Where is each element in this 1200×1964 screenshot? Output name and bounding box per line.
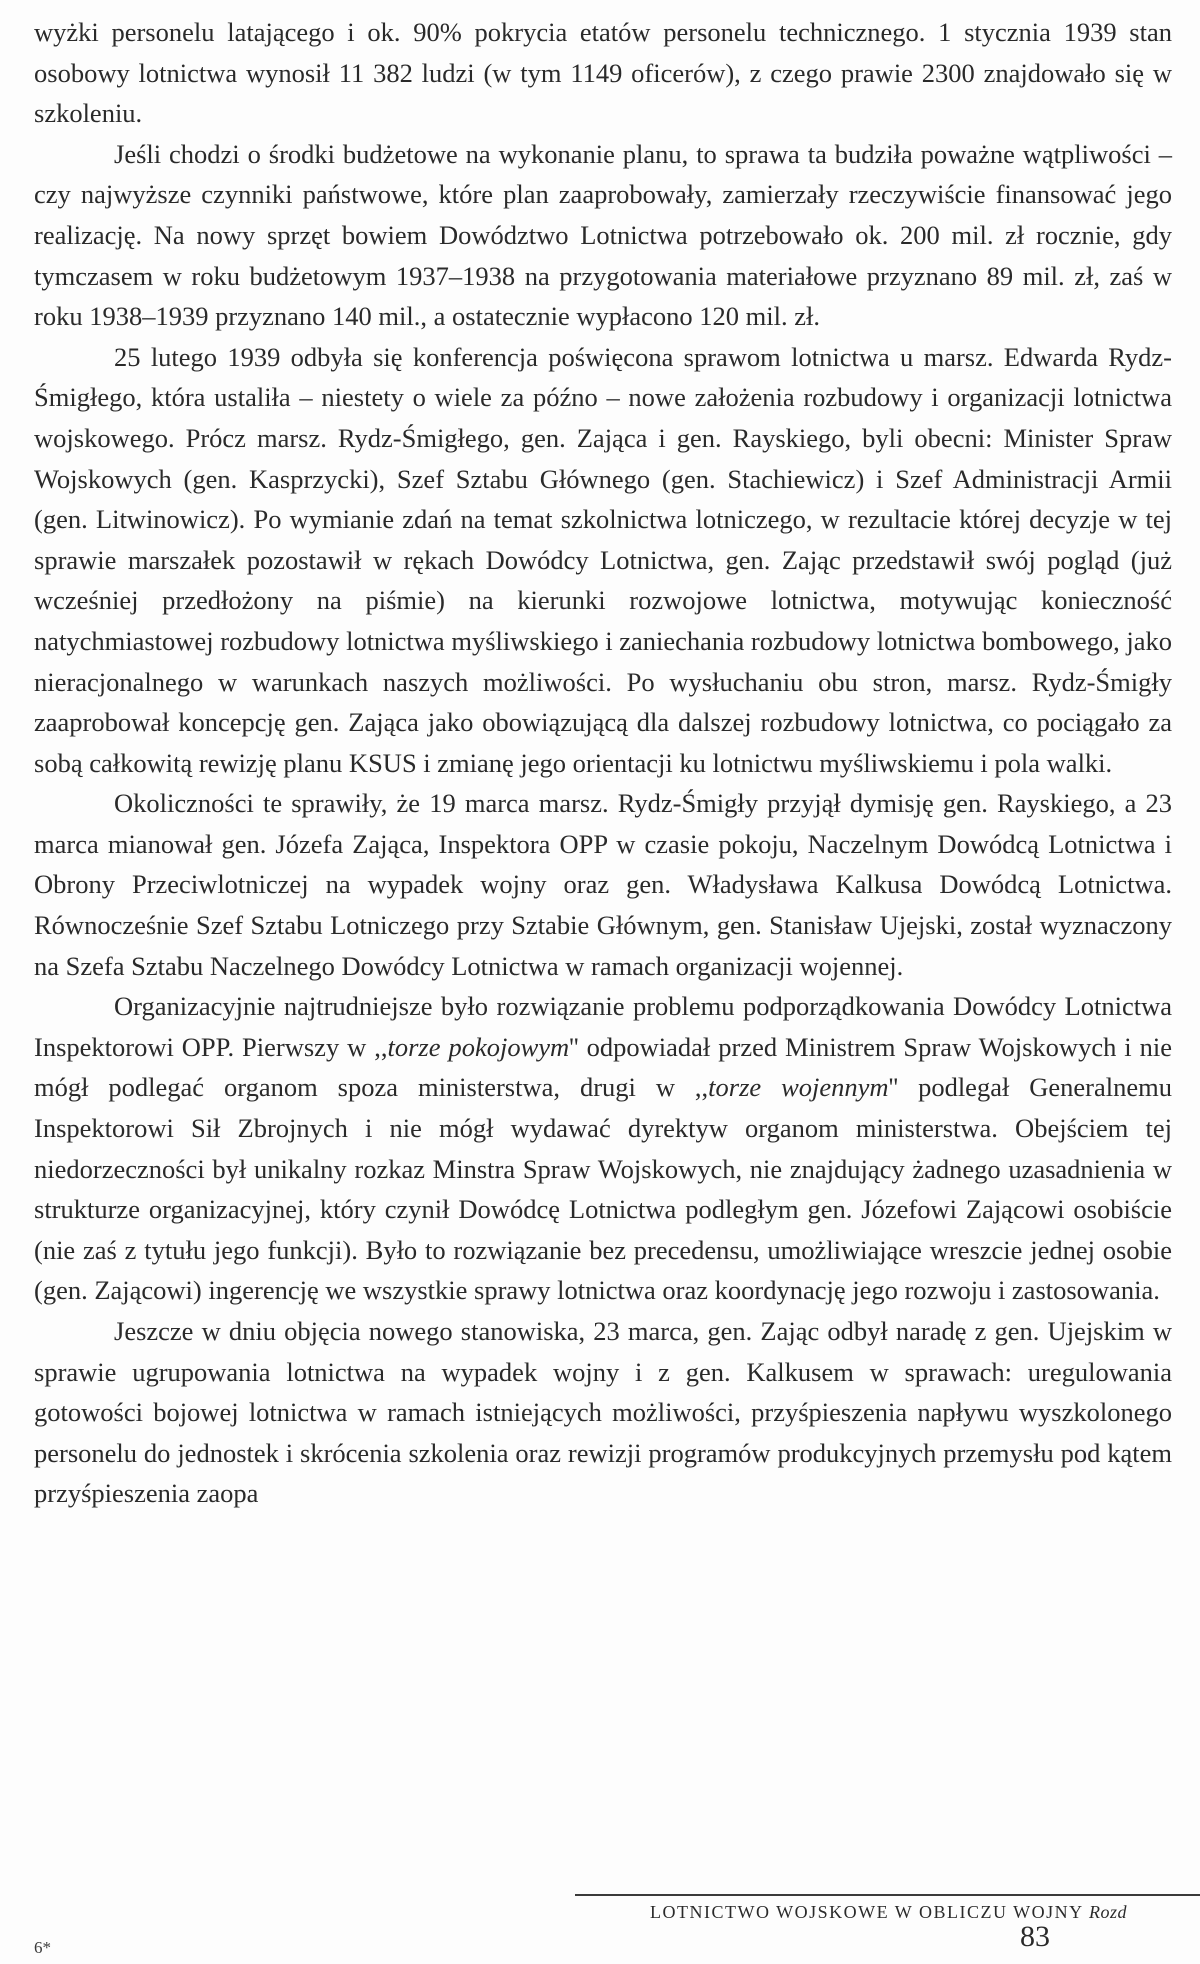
paragraph-5-part-1: Organizacyjnie najtrudniejsze było rozwiązanie problemu podporządkowania Dowódcy Lotnictwa Inspektorowi OPP. Pierwszy w ,, bbox=[34, 991, 1172, 1062]
footer-divider bbox=[575, 1894, 1200, 1896]
paragraph-2: Jeśli chodzi o środki budżetowe na wykonanie planu, to sprawa ta budziła poważne wątpliwości – czy najwyższe czynniki państwowe, które plan zaaprobowały, zamierzały rzeczywiście finansować jego realizację. Na nowy sprzęt bowiem Dowództwo Lotnictwa potrzebowało ok. 200 mil. zł rocznie, gdy tymczasem w roku budżetowym 1937–1938 na przygotowania materiałowe przyznano 89 mil. zł, zaś w roku 1938–1939 przyznano 140 mil., a ostatecznie wypłacono 120 mil. zł. bbox=[34, 138, 1172, 332]
paragraph-5-part-2: '' odpowiadał przed Ministrem Spraw Wojskowych i nie mógł podlegać organom spoza ministerstwa, drugi w ,, bbox=[34, 1031, 1172, 1103]
paragraph-1: wyżki personelu latającego i ok. 90% pokrycia etatów personelu technicznego. 1 stycznia 1939 stan osobowy lotnictwa wynosił 11 382 ludzi (w tym 1149 oficerów), z czego prawie 2300 znajdowało się w szkoleniu. bbox=[34, 17, 1172, 129]
printer-signature-mark: 6* bbox=[34, 1938, 51, 1957]
paragraph-5 bbox=[34, 986, 1172, 1311]
running-head-title: LOTNICTWO WOJSKOWE W OBLICZU WOJNY bbox=[650, 1902, 1083, 1922]
running-head-chapter: Rozd bbox=[1088, 1902, 1127, 1922]
paragraph-3: 25 lutego 1939 odbyła się konferencja poświęcona sprawom lotnictwa u marsz. Edwarda Rydz-Śmigłego, która ustaliła – niestety o wiele za późno – nowe założenia rozbudowy i organizacji lotnictwa wojskowego. Prócz marsz. Rydz-Śmigłego, gen. Zająca i gen. Rayskiego, byli obecni: Minister Spraw Wojskowych (gen. Kasprzycki), Szef Sztabu Głównego (gen. Stachiewicz) i Szef Administracji Armii (gen. Litwinowicz). Po wymianie zdań na temat szkolnictwa lotniczego, w rezultacie której decyzje w tej sprawie marszałek pozostawił w rękach Dowódcy Lotnictwa, gen. Zając przedstawił swój pogląd (już wcześniej przedłożony na piśmie) na kierunki rozwojowe lotnictwa, motywując konieczność natychmiastowej rozbudowy lotnictwa myśliwskiego i zaniechania rozbudowy lotnictwa bombowego, jako nieracjonalnego w warunkach naszych możliwości. Po wysłuchaniu obu stron, marsz. Rydz-Śmigły zaaprobował koncepcję gen. Zająca jako obowiązującą dla dalszej rozbudowy lotnictwa, co pociągało za sobą całkowitą rewizję planu KSUS i zmianę jego orientacji ku lotnictwu myśliwskiemu i pola walki. bbox=[34, 341, 1172, 778]
paragraph-4: Okoliczności te sprawiły, że 19 marca marsz. Rydz-Śmigły przyjął dymisję gen. Rayskiego, a 23 marca mianował gen. Józefa Zająca, Inspektora OPP w czasie pokoju, Naczelnym Dowódcą Lotnictwa i Obrony Przeciwlotniczej na wypadek wojny oraz gen. Władysława Kalkusa Dowódcą Lotnictwa. Równocześnie Szef Sztabu Lotniczego przy Sztabie Głównym, gen. Stanisław Ujejski, został wyznaczony na Szefa Sztabu Naczelnego Dowódcy Lotnictwa w ramach organizacji wojennej. bbox=[34, 788, 1172, 981]
paragraph-6: Jeszcze w dniu objęcia nowego stanowiska, 23 marca, gen. Zając odbył naradę z gen. Ujejskim w sprawie ugrupowania lotnictwa na wypadek wojny i z gen. Kalkusem w sprawach: uregulowania gotowości bojowej lotnictwa w ramach istniejących możliwości, przyśpieszenia napływu wyszkolonego personelu do jednostek i skrócenia szkolenia oraz rewizji programów produkcyjnych przemysłu pod kątem przyśpieszenia zaopa bbox=[34, 1316, 1172, 1509]
running-head bbox=[650, 1902, 1200, 1923]
paragraph-5-italic-1: torze pokojowym bbox=[387, 1031, 570, 1062]
body-text bbox=[34, 12, 1172, 1514]
paragraph-5-part-3: '' podlegał Generalnemu Inspektorowi Sił Zbrojnych i nie mógł wydawać dyrektyw organom ministerstwa. Obejściem tej niedorzeczności był unikalny rozkaz Minstra Spraw Wojskowych, nie znajdujący żadnego uzasadnienia w strukturze organizacyjnej, który czynił Dowódcę Lotnictwa podległym gen. Józefowi Zającowi osobiście (nie zaś z tytułu jego funkcji). Było to rozwiązanie bez precedensu, umożliwiające wreszcie jednej osobie (gen. Zającowi) ingerencję we wszystkie sprawy lotnictwa oraz koordynację jego rozwoju i zastosowania. bbox=[34, 1072, 1172, 1306]
paragraph-5-italic-2: torze wojennym bbox=[708, 1072, 889, 1103]
page-number: 83 bbox=[1020, 1920, 1050, 1953]
